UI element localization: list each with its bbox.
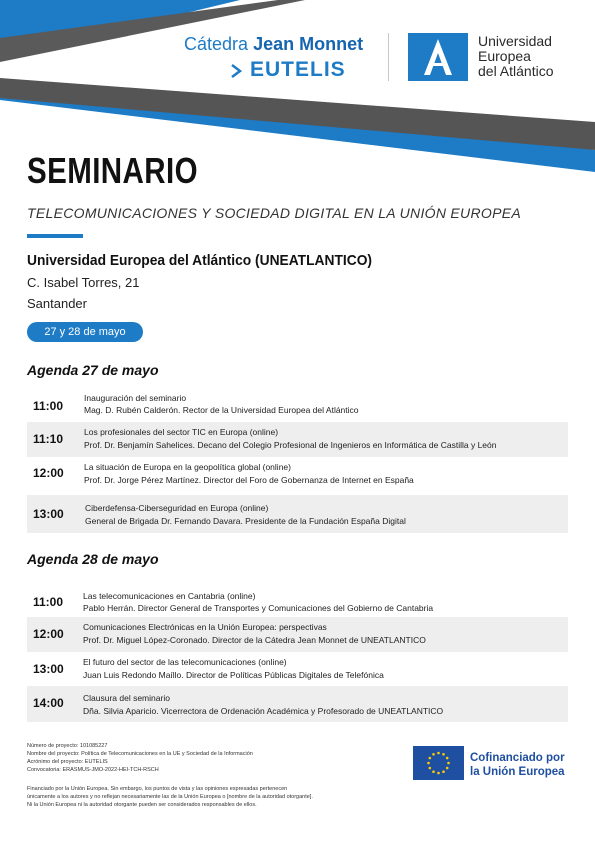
agenda-item-speaker: Prof. Dr. Miguel López-Coronado. Director de la Cátedra Jean Monnet de UNEATLANTICO	[83, 635, 426, 645]
venue-name: Universidad Europea del Atlántico (UNEATLANTICO)	[27, 252, 373, 269]
project-call: Convocatoria: ERASMUS-JMO-2022-HEI-TCH-RSCH	[27, 767, 159, 773]
agenda-day2-table	[27, 586, 568, 722]
agenda-time: 11:10	[33, 432, 64, 446]
agenda-item-speaker: Pablo Herrán. Director General de Transportes y Comunicaciones del Gobierno de Cantabria	[83, 603, 434, 613]
venue-address: C. Isabel Torres, 21	[27, 275, 140, 290]
agenda-item-title: Los profesionales del sector TIC en Europa (online)	[84, 427, 279, 437]
agenda-item-title: Ciberdefensa-Ciberseguridad en Europa (online)	[85, 503, 269, 513]
agenda-row	[27, 586, 568, 617]
agenda-row	[27, 495, 568, 533]
agenda-time: 11:00	[33, 399, 64, 413]
chair-name: Jean Monnet	[253, 34, 364, 54]
mid-gray-stripe	[0, 78, 595, 150]
agenda-row	[27, 422, 568, 457]
agenda-time: 13:00	[33, 662, 64, 676]
agenda-item-title: Clausura del seminario	[83, 693, 170, 703]
agenda-time: 13:00	[33, 507, 64, 521]
university-emblem-icon	[408, 33, 468, 81]
chevron-right-icon	[230, 64, 242, 78]
page-title: SEMINARIO	[27, 150, 198, 191]
logo-divider	[388, 33, 389, 81]
agenda-day1-title: Agenda 27 de mayo	[27, 362, 159, 378]
agenda-row	[27, 686, 568, 722]
page-subtitle: TELECOMUNICACIONES Y SOCIEDAD DIGITAL EN LA UNIÓN EUROPEA	[27, 205, 521, 221]
agenda-row	[27, 457, 568, 495]
chair-jean-monnet-logo	[180, 30, 370, 84]
agenda-time: 12:00	[33, 466, 64, 480]
agenda-day1-table	[27, 390, 568, 533]
agenda-day2-title: Agenda 28 de mayo	[27, 551, 159, 567]
agenda-time: 14:00	[33, 696, 64, 710]
agenda-item-speaker: Prof. Dr. Jorge Pérez Martínez. Director del Foro de Gobernanza de Internet en España	[84, 475, 414, 485]
eu-flag-icon	[413, 746, 464, 780]
chair-prefix: Cátedra	[184, 34, 249, 54]
project-number: Número de proyecto: 101085227	[27, 743, 108, 749]
venue-city: Santander	[27, 296, 87, 311]
agenda-item-speaker: General de Brigada Dr. Fernando Davara. Presidente de la Fundación España Digital	[85, 516, 406, 526]
eu-line1: Cofinanciado por	[470, 752, 565, 764]
agenda-item-speaker: Mag. D. Rubén Calderón. Rector de la Universidad Europea del Atlántico	[84, 405, 359, 415]
agenda-item-title: El futuro del sector de las telecomunicaciones (online)	[83, 657, 287, 667]
agenda-item-title: Las telecomunicaciones en Cantabria (online)	[83, 591, 256, 601]
project-name: Nombre del proyecto: Política de Telecomunicaciones en la UE y Sociedad de la Información	[27, 751, 253, 757]
agenda-item-title: Inauguración del seminario	[84, 393, 187, 403]
agenda-item-title: La situación de Europa en la geopolítica global (online)	[84, 462, 291, 472]
project-acronym: Acrónimo del proyecto: EUTELIS	[27, 759, 108, 765]
chair-program: EUTELIS	[250, 58, 346, 81]
agenda-row	[27, 390, 568, 422]
funding-disclaimer: Financiado por la Unión Europea. Sin embargo, los puntos de vista y las opiniones expresadas pertenecen únicamente a los autores y no reflejan necesariamente las de la Unión Europea o [nombre de la autoridad otorgante]. Ni la Unión Europea ni la autoridad otorgante pueden ser considerados responsables de ellos.	[27, 786, 313, 808]
agenda-row	[27, 652, 568, 686]
agenda-time: 11:00	[33, 595, 64, 609]
agenda-item-speaker: Juan Luis Redondo Maíllo. Director de Políticas Públicas Digitales de Telefónica	[83, 670, 384, 680]
university-name	[478, 34, 554, 79]
agenda-item-speaker: Prof. Dr. Benjamín Sahelices. Decano del Colegio Profesional de Ingenieros en Informática de Castilla y León	[84, 440, 497, 450]
uni-name-line2: Europea	[478, 48, 531, 64]
agenda-time: 12:00	[33, 627, 64, 641]
uni-name-line1: Universidad	[478, 33, 552, 49]
eu-line2: la Unión Europea	[470, 766, 565, 778]
project-info	[27, 742, 253, 774]
eu-cofunding-label	[470, 751, 565, 779]
accent-bar	[27, 234, 83, 238]
agenda-item-speaker: Dña. Silvia Aparicio. Vicerrectora de Ordenación Académica y Profesorado de UNEATLANTICO	[83, 706, 444, 716]
date-badge: 27 y 28 de mayo	[27, 322, 143, 342]
agenda-item-title: Comunicaciones Electrónicas en la Unión Europea: perspectivas	[83, 622, 327, 632]
agenda-row	[27, 617, 568, 652]
uni-name-line3: del Atlántico	[478, 63, 554, 79]
